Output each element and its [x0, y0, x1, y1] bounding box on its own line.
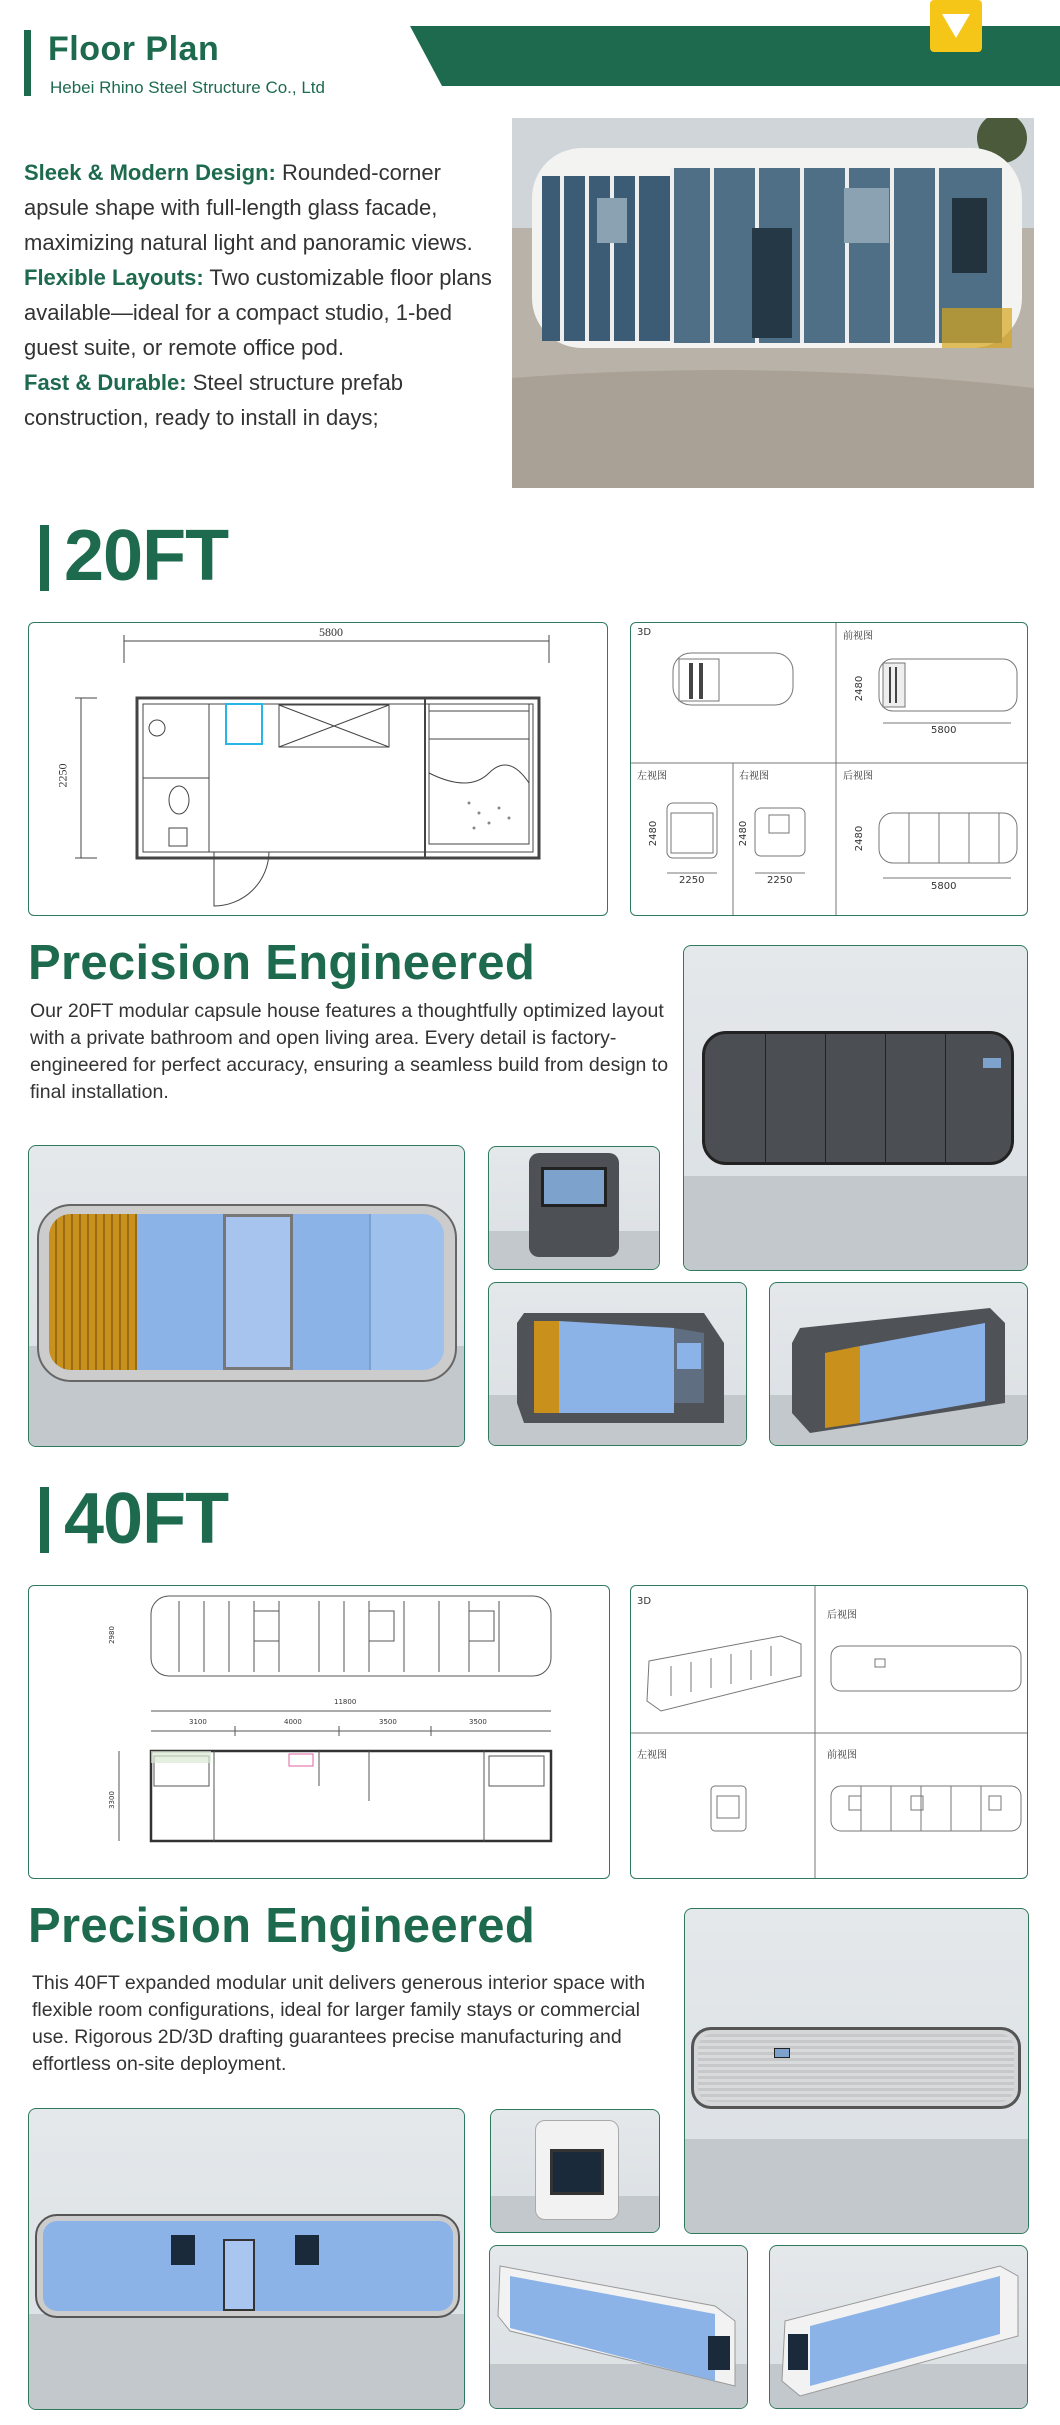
section-40ft-bar — [40, 1487, 49, 1553]
plan-segment-label: 3500 — [379, 1718, 397, 1726]
section-40ft-title: Precision Engineered — [28, 1899, 536, 1953]
view-left-label: 左视图 — [637, 1750, 667, 1761]
right-width-label: 2250 — [767, 875, 793, 886]
feature-text: Rounded-corner apsule shape with full-length glass facade, maximizing natural light and panoramic views. — [24, 160, 473, 255]
left-height-label: 2480 — [648, 820, 660, 847]
plan-segment-label: 3500 — [469, 1718, 487, 1726]
section-20ft-description: Our 20FT modular capsule house features a thoughtfully optimized layout with a private bathroom and open living area. Every detail is factory-engineered for perfect accuracy, ensuring a seamless build from design to final installation. — [30, 1000, 669, 1103]
page-title: Floor Plan — [48, 30, 220, 68]
render-20ft-side — [683, 945, 1028, 1271]
capsule-house-photo — [512, 118, 1034, 488]
section-40ft-heading: 40FT — [64, 1479, 229, 1559]
view-back-label: 后视图 — [843, 771, 873, 782]
feature-title: Flexible Layouts: — [24, 265, 204, 290]
plan-total-label: 11800 — [334, 1698, 357, 1706]
section-20ft-heading: 20FT — [64, 516, 229, 596]
view-left-label: 左视图 — [637, 771, 667, 782]
floor-plan-20ft — [28, 622, 608, 916]
view-back-label: 后视图 — [827, 1610, 857, 1621]
back-height-label: 2480 — [854, 825, 866, 852]
feature-text: Steel structure prefab construction, ready to install in days; — [24, 370, 404, 430]
section-40ft-description: This 40FT expanded modular unit delivers generous interior space with flexible room configurations, ideal for larger family stays or commercial use. Rigorous 2D/3D drafting guarantees precise manufacturing and effortless on-site deployment. — [32, 1972, 646, 2075]
chevron-down-icon[interactable] — [930, 0, 982, 52]
header-accent-bar — [24, 30, 31, 96]
view-3d-label: 3D — [637, 1596, 652, 1607]
back-width-label: 5800 — [931, 881, 957, 892]
section-20ft-bar — [40, 525, 49, 591]
floor-plan-40ft — [28, 1585, 610, 1879]
render-20ft-end — [488, 1146, 660, 1270]
plan-depth-label: 2250 — [55, 763, 70, 788]
view-3d-label: 3D — [637, 627, 652, 638]
feature-title: Sleek & Modern Design: — [24, 160, 276, 185]
render-40ft-perspective-b — [769, 2245, 1028, 2409]
right-height-label: 2480 — [738, 820, 750, 847]
render-20ft-perspective-b — [769, 1282, 1028, 1446]
render-40ft-side — [684, 1908, 1029, 2234]
feature-title: Fast & Durable: — [24, 370, 187, 395]
elevation-views-40ft — [630, 1585, 1028, 1879]
elevation-views-20ft — [630, 622, 1028, 916]
left-width-label: 2250 — [679, 875, 705, 886]
section-20ft-title: Precision Engineered — [28, 936, 536, 990]
features-text — [24, 155, 504, 435]
render-40ft-end — [490, 2109, 660, 2233]
render-40ft-perspective-a — [489, 2245, 748, 2409]
render-20ft-perspective-a — [488, 1282, 747, 1446]
feature-text: Two customizable floor plans available—ideal for a compact studio, 1-bed guest suite, or remote office pod. — [24, 265, 492, 360]
elevation-height-label: 2980 — [107, 1626, 116, 1644]
plan-segment-label: 4000 — [284, 1718, 302, 1726]
view-front-label: 前视图 — [827, 1750, 857, 1761]
company-name: Hebei Rhino Steel Structure Co., Ltd — [50, 78, 325, 97]
front-height-label: 2480 — [854, 675, 866, 702]
view-right-label: 右视图 — [739, 771, 769, 782]
render-40ft-plan — [28, 2108, 465, 2410]
front-width-label: 5800 — [931, 725, 957, 736]
view-front-label: 前视图 — [843, 631, 873, 642]
plan-width-label: 5800 — [319, 625, 343, 639]
plan-depth-label: 3300 — [107, 1791, 116, 1809]
render-20ft-plan — [28, 1145, 465, 1447]
plan-segment-label: 3100 — [189, 1718, 207, 1726]
